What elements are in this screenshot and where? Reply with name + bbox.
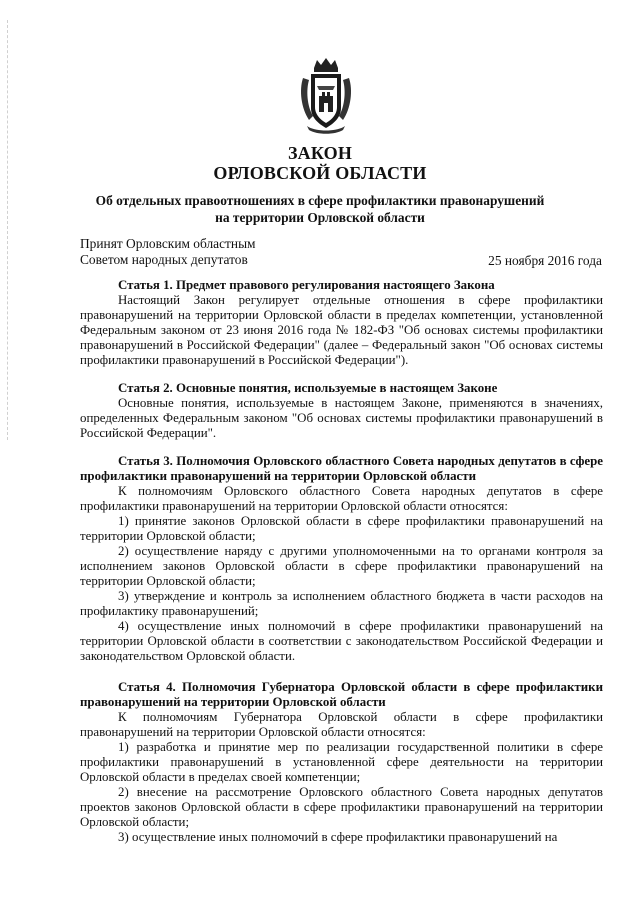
article-item: 3) утверждение и контроль за исполнением областного бюджета в части расходов на профилактику правонарушений; xyxy=(80,589,603,618)
article-paragraph: К полномочиям Орловского областного Совета народных депутатов в сфере профилактики правонарушений на территории Орловской области относятся: xyxy=(80,484,603,513)
article-3 xyxy=(80,454,603,664)
law-subject: Об отдельных правоотношениях в сфере профилактики правонарушений на территории Орловской области xyxy=(95,193,545,225)
adopted-line-1: Принят Орловским областным xyxy=(80,236,256,251)
article-title: Статья 1. Предмет правового регулирования настоящего Закона xyxy=(118,278,495,292)
adopted-by xyxy=(80,236,256,268)
article-item: 3) осуществление иных полномочий в сфере профилактики правонарушений на xyxy=(118,830,558,844)
law-title: ЗАКОН xyxy=(287,143,353,163)
region-title: ОРЛОВСКОЙ ОБЛАСТИ xyxy=(213,163,427,183)
article-item: 4) осуществление иных полномочий в сфере профилактики правонарушений на территории Орловской области в соответствии с законодательством Российской Федерации и законодательством Орловской области. xyxy=(80,619,603,663)
article-item: 1) разработка и принятие мер по реализации государственной политики в сфере профилактики правонарушений в установленной сфере деятельности на территории Орловской области в пределах своей компетенции; xyxy=(80,740,603,784)
article-item: 2) осуществление наряду с другими уполномоченными на то органами контроля за исполнением законов Орловской области в сфере профилактики правонарушений на территории Орловской области; xyxy=(80,544,603,588)
coat-of-arms-icon xyxy=(297,56,355,136)
article-title: Статья 2. Основные понятия, используемые в настоящем Законе xyxy=(118,381,498,395)
scan-edge-artifact xyxy=(7,20,9,440)
adopted-line-2: Советом народных депутатов xyxy=(80,252,248,267)
article-paragraph: Основные понятия, используемые в настоящем Законе, применяются в значениях, определенных Федеральным законом "Об основах системы профилактики правонарушений в Российской Федерации". xyxy=(80,396,603,440)
adopted-date: 25 ноября 2016 года xyxy=(488,253,602,268)
article-item: 2) внесение на рассмотрение Орловского областного Совета народных депутатов проектов законов Орловской области в сфере профилактики правонарушений на территории Орловской области; xyxy=(80,785,603,829)
article-paragraph: К полномочиям Губернатора Орловской области в сфере профилактики правонарушений на территории Орловской области относятся: xyxy=(80,710,603,739)
article-4 xyxy=(80,680,603,845)
article-title: Статья 3. Полномочия Орловского областного Совета народных депутатов в сфере профилактики правонарушений на территории Орловской области xyxy=(80,454,603,483)
article-2 xyxy=(80,381,603,441)
article-item: 1) принятие законов Орловской области в сфере профилактики правонарушений на территории Орловской области; xyxy=(80,514,603,543)
article-paragraph: Настоящий Закон регулирует отдельные отношения в сфере профилактики правонарушений на территории Орловской области в пределах компетенции, установленной Федеральным законом от 23 июня 2016 года № 182-ФЗ "Об основах системы профилактики правонарушений в Российской Федерации" (далее – Федеральный закон "Об основах системы профилактики правонарушений в Российской Федерации"). xyxy=(80,293,603,367)
article-1 xyxy=(80,278,603,368)
article-title: Статья 4. Полномочия Губернатора Орловской области в сфере профилактики правонарушений на территории Орловской области xyxy=(80,680,603,709)
